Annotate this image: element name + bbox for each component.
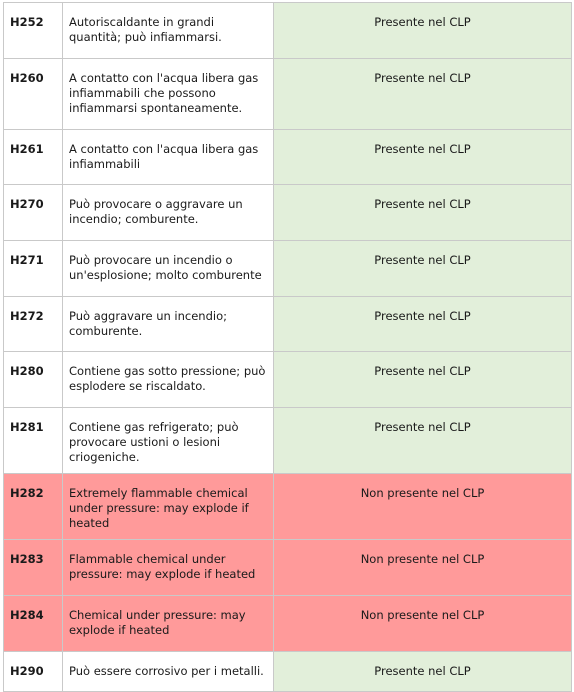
h-code: H252 bbox=[4, 3, 63, 59]
table-row bbox=[4, 596, 572, 652]
clp-status: Presente nel CLP bbox=[274, 297, 572, 352]
hazard-description: Extremely flammable chemical under pressure: may explode if heated bbox=[63, 474, 274, 540]
hazard-description: Contiene gas sotto pressione; può esplodere se riscaldato. bbox=[63, 352, 274, 408]
hazard-description: Può essere corrosivo per i metalli. bbox=[63, 652, 274, 692]
table-row bbox=[4, 540, 572, 596]
table-row bbox=[4, 408, 572, 474]
hazard-description: A contatto con l'acqua libera gas infiammabili che possono infiammarsi spontaneamente. bbox=[63, 59, 274, 130]
hazard-description: Chemical under pressure: may explode if heated bbox=[63, 596, 274, 652]
h-code: H281 bbox=[4, 408, 63, 474]
hazard-description: Può aggravare un incendio; comburente. bbox=[63, 297, 274, 352]
table-row bbox=[4, 3, 572, 59]
clp-status: Presente nel CLP bbox=[274, 652, 572, 692]
table-row bbox=[4, 297, 572, 352]
hazard-description: A contatto con l'acqua libera gas infiammabili bbox=[63, 130, 274, 185]
h-code: H272 bbox=[4, 297, 63, 352]
table-row bbox=[4, 59, 572, 130]
h-code: H271 bbox=[4, 241, 63, 297]
h-code: H261 bbox=[4, 130, 63, 185]
hazard-description: Può provocare o aggravare un incendio; comburente. bbox=[63, 185, 274, 241]
hazard-description: Contiene gas refrigerato; può provocare ustioni o lesioni criogeniche. bbox=[63, 408, 274, 474]
hazard-description: Autoriscaldante in grandi quantità; può infiammarsi. bbox=[63, 3, 274, 59]
table-row bbox=[4, 474, 572, 540]
hazard-description: Può provocare un incendio o un'esplosione; molto comburente bbox=[63, 241, 274, 297]
clp-status: Presente nel CLP bbox=[274, 352, 572, 408]
table-row bbox=[4, 241, 572, 297]
clp-status: Presente nel CLP bbox=[274, 408, 572, 474]
clp-status: Presente nel CLP bbox=[274, 241, 572, 297]
table-row bbox=[4, 185, 572, 241]
h-code: H270 bbox=[4, 185, 63, 241]
clp-status: Presente nel CLP bbox=[274, 59, 572, 130]
hazard-description: Flammable chemical under pressure: may explode if heated bbox=[63, 540, 274, 596]
hazard-statements-table bbox=[3, 2, 572, 692]
h-code: H283 bbox=[4, 540, 63, 596]
h-code: H260 bbox=[4, 59, 63, 130]
h-code: H284 bbox=[4, 596, 63, 652]
table-row bbox=[4, 130, 572, 185]
clp-status: Presente nel CLP bbox=[274, 3, 572, 59]
clp-status: Presente nel CLP bbox=[274, 185, 572, 241]
h-code: H282 bbox=[4, 474, 63, 540]
clp-status: Presente nel CLP bbox=[274, 130, 572, 185]
h-code: H290 bbox=[4, 652, 63, 692]
table-row bbox=[4, 352, 572, 408]
clp-status: Non presente nel CLP bbox=[274, 540, 572, 596]
h-code: H280 bbox=[4, 352, 63, 408]
clp-status: Non presente nel CLP bbox=[274, 596, 572, 652]
clp-status: Non presente nel CLP bbox=[274, 474, 572, 540]
